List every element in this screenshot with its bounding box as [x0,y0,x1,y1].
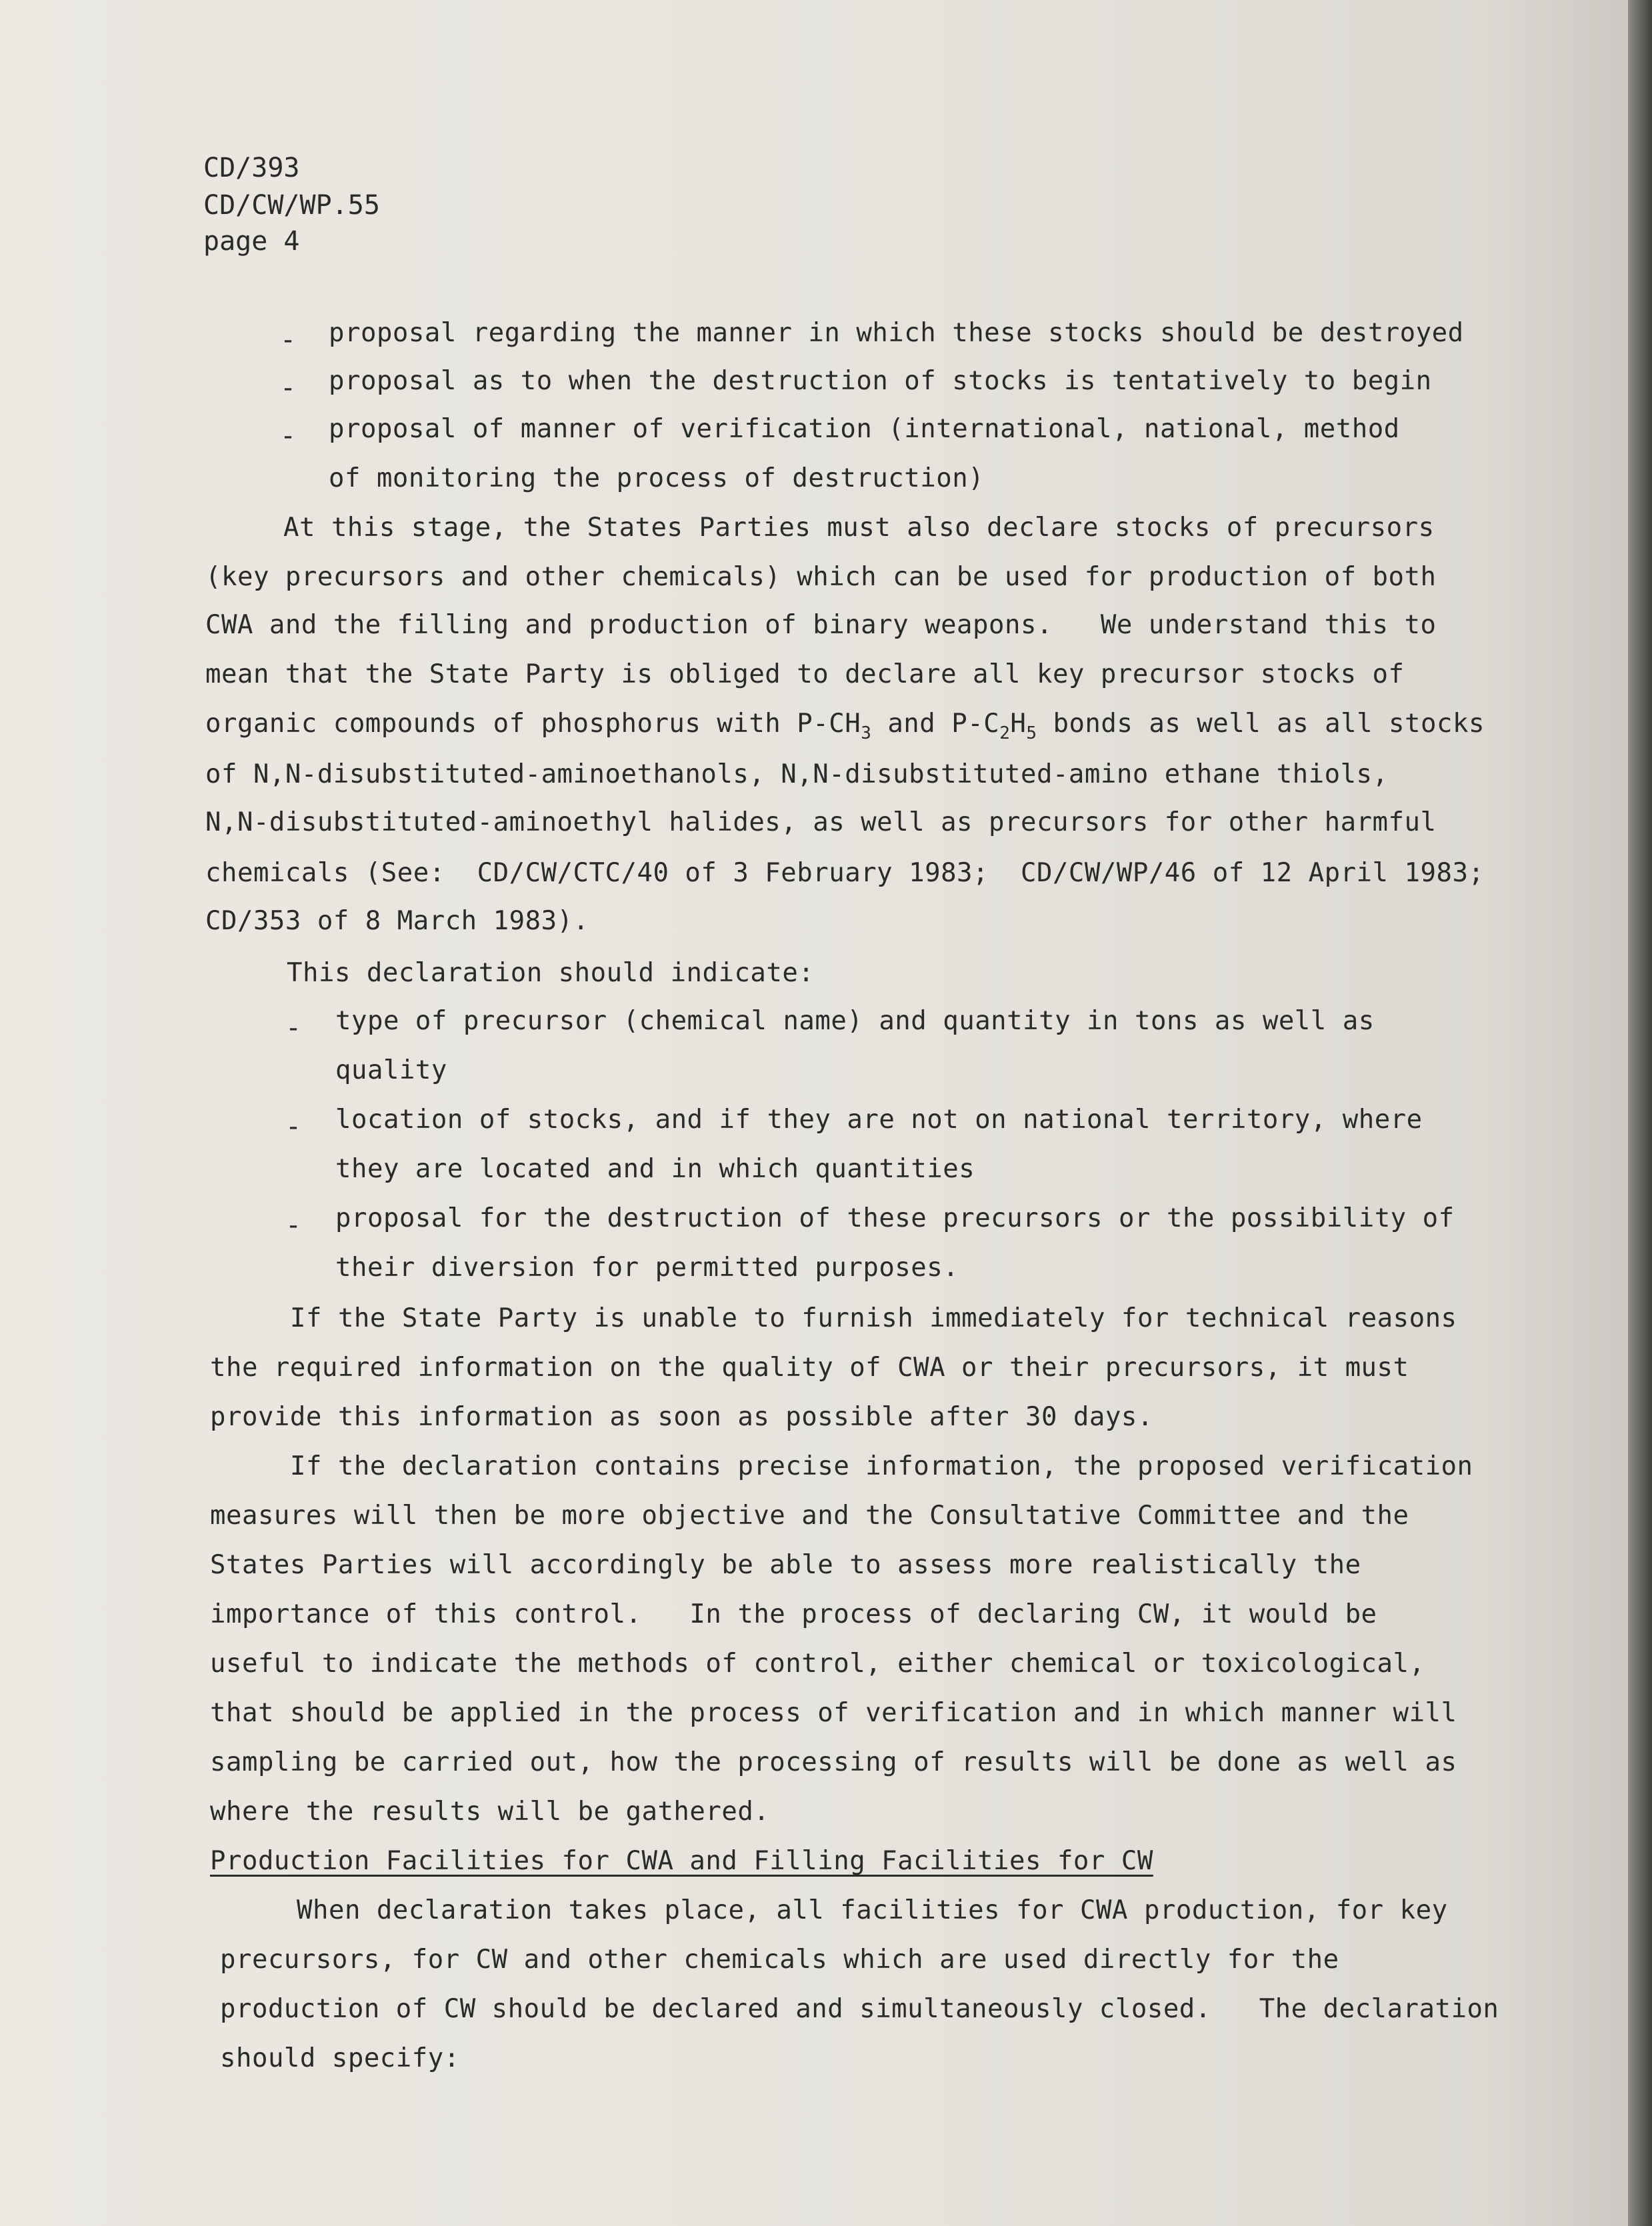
doc-ref-symbol: CD/393 [203,153,300,183]
paragraph-line: importance of this control. In the process of declaring CW, it would be [210,1599,1377,1629]
subscript: 5 [1026,723,1037,743]
bullet-dash: - [285,1111,302,1142]
paragraph-line: When declaration takes place, all facilities for CWA production, for key [297,1895,1448,1925]
section-heading: Production Facilities for CWA and Filling Facilities for CW [210,1846,1153,1876]
paragraph-line: useful to indicate the methods of control, either chemical or toxicological, [210,1649,1425,1679]
formula-text: bonds as well as all stocks [1037,709,1485,739]
formula-text: organic compounds of phosphorus with P-CH [205,709,861,739]
paragraph-line: measures will then be more objective and the Consultative Committee and the [210,1501,1409,1531]
doc-ref-working-paper: CD/CW/WP.55 [203,190,380,221]
bullet-dash: - [280,373,297,403]
paragraph-line: the required information on the quality of CWA or their precursors, it must [210,1353,1409,1383]
list-item: proposal as to when the destruction of stocks is tentatively to begin [329,366,1432,396]
paragraph-line: At this stage, the States Parties must also declare stocks of precursors [283,513,1435,543]
paragraph-line: CD/353 of 8 March 1983). [205,906,589,936]
paragraph-line: where the results will be gathered. [210,1797,770,1827]
list-item: location of stocks, and if they are not on national territory, where [335,1105,1423,1135]
bullet-dash: - [280,325,297,355]
bullet-dash: - [285,1013,302,1043]
list-item-continued: they are located and in which quantities [335,1154,975,1184]
list-item-continued: their diversion for permitted purposes. [335,1253,959,1283]
subscript: 2 [999,723,1011,743]
list-item: proposal for the destruction of these precursors or the possibility of [335,1203,1455,1233]
paragraph-line: (key precursors and other chemicals) which can be used for production of both [205,562,1437,592]
paragraph-line: provide this information as soon as possible after 30 days. [210,1402,1153,1432]
formula-text: and P-C [871,709,1000,739]
paragraph-line-with-formula [205,711,1485,742]
list-item-continued: of monitoring the process of destruction) [329,463,985,493]
paragraph-line: If the State Party is unable to furnish immediately for technical reasons [290,1303,1457,1333]
paragraph-line: that should be applied in the process of verification and in which manner will [210,1698,1457,1728]
formula-text: H [1010,709,1027,739]
paragraph-line: should specify: [220,2043,460,2073]
subscript: 3 [861,723,872,743]
list-item: type of precursor (chemical name) and quantity in tons as well as [335,1006,1375,1036]
paragraph-line: mean that the State Party is obliged to declare all key precursor stocks of [205,659,1405,689]
paragraph-line: If the declaration contains precise information, the proposed verification [290,1451,1473,1481]
paragraph-line: N,N-disubstituted-aminoethyl halides, as well as precursors for other harmful [205,807,1437,837]
paragraph-line: production of CW should be declared and simultaneously closed. The declaration [220,1994,1499,2024]
paragraph-line: CWA and the filling and production of binary weapons. We understand this to [205,610,1437,640]
scan-shadow-edge [1628,0,1652,2226]
list-item: proposal regarding the manner in which these stocks should be destroyed [329,318,1464,348]
paragraph-line: of N,N-disubstituted-aminoethanols, N,N-disubstituted-amino ethane thiols, [205,759,1389,789]
bullet-dash: - [285,1210,302,1241]
paragraph-line: sampling be carried out, how the processing of results will be done as well as [210,1747,1457,1777]
list-item-continued: quality [335,1055,447,1085]
bullet-dash: - [280,421,297,451]
page-number: page 4 [203,226,300,257]
paragraph-line: chemicals (See: CD/CW/CTC/40 of 3 February 1983; CD/CW/WP/46 of 12 April 1983; [205,858,1485,888]
paragraph-line: precursors, for CW and other chemicals which are used directly for the [220,1945,1339,1975]
list-item: proposal of manner of verification (international, national, method [329,414,1400,444]
paragraph-line: States Parties will accordingly be able to assess more realistically the [210,1550,1361,1580]
declaration-intro: This declaration should indicate: [287,958,815,988]
